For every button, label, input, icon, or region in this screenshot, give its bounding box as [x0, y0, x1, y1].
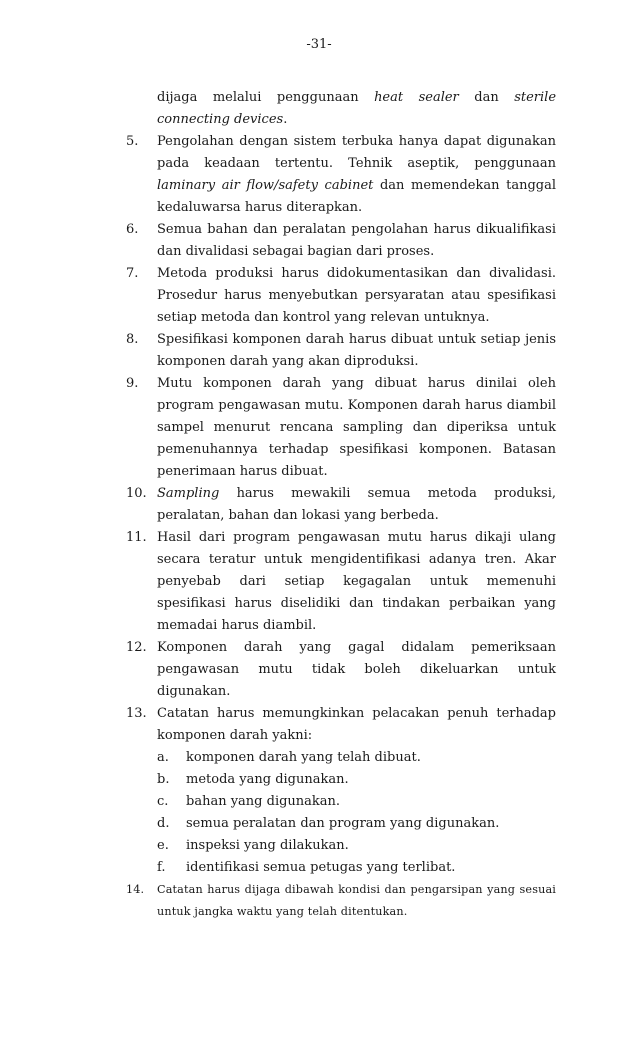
item-number: 14.	[126, 883, 145, 896]
list-item-11	[126, 527, 556, 637]
sub-item-letter: b.	[157, 772, 170, 787]
item-number: 5.	[126, 134, 139, 149]
item-text	[157, 131, 556, 219]
list-item-7	[126, 263, 556, 329]
item-text: Spesifikasi komponen darah harus dibuat untuk setiap jenis komponen darah yang akan diproduksi.	[157, 332, 556, 369]
item-text: Mutu komponen darah yang dibuat harus dinilai oleh program pengawasan mutu. Komponen darah harus diambil sampel menurut rencana sampling dan diperiksa untuk pemenuhannya terhadap spesifikasi komponen. Batasan penerimaan harus dibuat.	[157, 376, 556, 479]
sub-item-text: bahan yang digunakan.	[186, 794, 341, 809]
continued-paragraph	[126, 87, 556, 131]
sub-item-e	[126, 835, 556, 857]
sub-item-letter: d.	[157, 816, 170, 831]
item-text-segment: harus mewakili semua metoda produksi, peralatan, bahan dan lokasi yang berbeda.	[157, 486, 556, 523]
item-number: 9.	[126, 376, 139, 391]
list-item-14	[126, 879, 556, 923]
item-text: Catatan harus memungkinkan pelacakan penuh terhadap komponen darah yakni:	[157, 706, 556, 743]
continued-italic-term: heat sealer	[374, 90, 459, 105]
sub-item-c	[126, 791, 556, 813]
sub-item-text: metoda yang digunakan.	[186, 772, 349, 787]
item-text-segment: Pengolahan dengan sistem terbuka hanya dapat digunakan pada keadaan tertentu. Tehnik aseptik, penggunaan	[157, 134, 556, 171]
item-number: 6.	[126, 222, 139, 237]
item-text: Hasil dari program pengawasan mutu harus dikaji ulang secara teratur untuk mengidentifikasi adanya tren. Akar penyebab dari setiap kegagalan untuk memenuhi spesifikasi harus diselidiki dan tindakan perbaikan yang memadai harus diambil.	[157, 530, 556, 633]
continued-text: dijaga melalui penggunaan	[157, 90, 375, 105]
item-text: Komponen darah yang gagal didalam pemeriksaan pengawasan mutu tidak boleh dikeluarkan untuk digunakan.	[157, 640, 556, 699]
list-item-5	[126, 131, 556, 219]
sub-item-letter: a.	[157, 750, 169, 765]
page-number: -31-	[306, 37, 332, 52]
list-item-9	[126, 373, 556, 483]
sub-item-d	[126, 813, 556, 835]
list-item-13	[126, 703, 556, 747]
sub-item-b	[126, 769, 556, 791]
item-number: 12.	[126, 640, 147, 655]
list-item-12	[126, 637, 556, 703]
continued-text: dan	[458, 90, 515, 105]
item-number: 7.	[126, 266, 139, 281]
sub-item-letter: c.	[157, 794, 169, 809]
continued-italic-term: sterile connecting devices	[157, 90, 557, 127]
sub-item-text: komponen darah yang telah dibuat.	[186, 750, 421, 765]
document-body	[126, 87, 556, 923]
item-number: 10.	[126, 486, 147, 501]
sub-item-a	[126, 747, 556, 769]
sub-item-text: semua peralatan dan program yang digunakan.	[186, 816, 500, 831]
sub-item-f	[126, 857, 556, 879]
continued-text: .	[283, 112, 288, 127]
sub-item-text: identifikasi semua petugas yang terlibat.	[186, 860, 456, 875]
item-italic-term: laminary air flow/safety cabinet	[157, 178, 374, 193]
item-number: 8.	[126, 332, 139, 347]
item-text: Semua bahan dan peralatan pengolahan harus dikualifikasi dan divalidasi sebagai bagian dari proses.	[157, 222, 556, 259]
item-text	[157, 483, 556, 527]
item-text: Catatan harus dijaga dibawah kondisi dan pengarsipan yang sesuai untuk jangka waktu yang telah ditentukan.	[157, 883, 556, 918]
list-item-6	[126, 219, 556, 263]
item-text-segment: dan memendekan tanggal kedaluwarsa harus diterapkan.	[157, 178, 556, 215]
item-number: 13.	[126, 706, 147, 721]
item-number: 11.	[126, 530, 147, 545]
item-text: Metoda produksi harus didokumentasikan dan divalidasi. Prosedur harus menyebutkan persyaratan atau spesifikasi setiap metoda dan kontrol yang relevan untuknya.	[157, 266, 556, 325]
sub-item-letter: e.	[157, 838, 169, 853]
list-item-10	[126, 483, 556, 527]
list-item-8	[126, 329, 556, 373]
item-italic-term: Sampling	[157, 486, 220, 501]
sub-item-text: inspeksi yang dilakukan.	[186, 838, 349, 853]
sub-item-letter: f.	[157, 860, 166, 875]
